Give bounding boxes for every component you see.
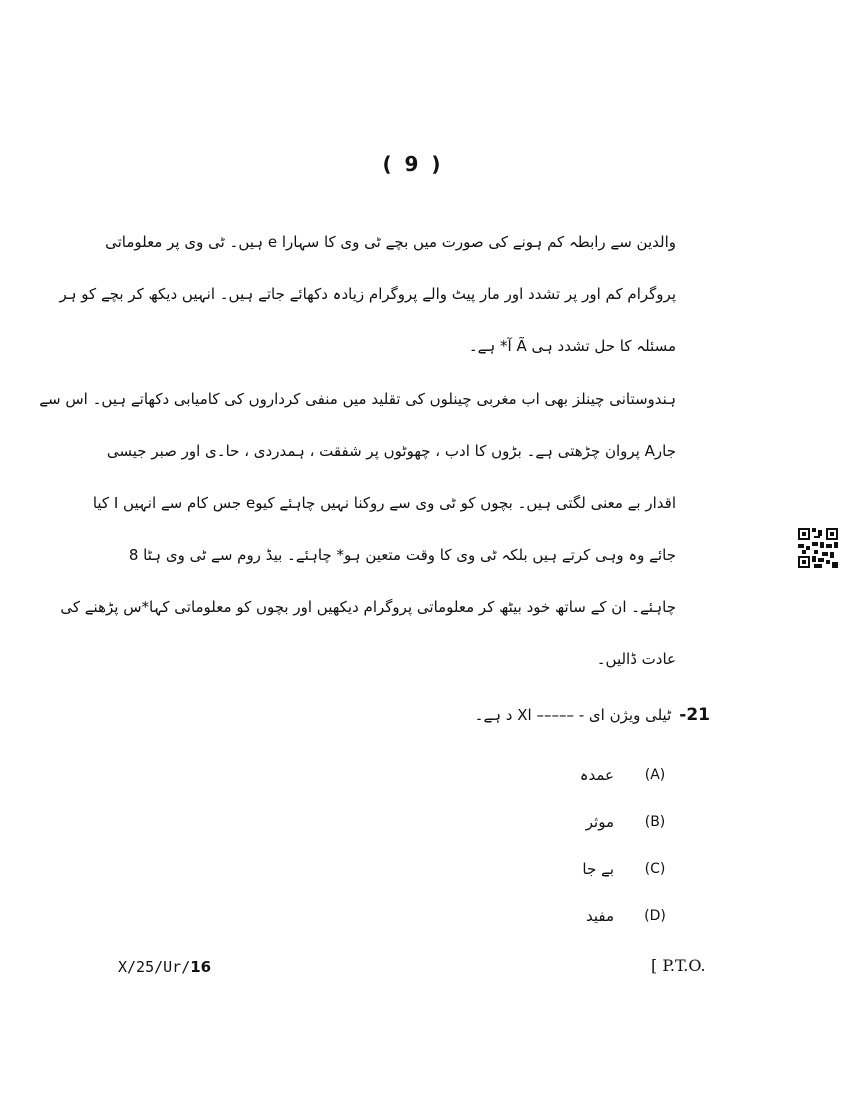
option-text: مفید [585, 907, 614, 925]
passage-line: ہندوستانی چینلز بھی اب مغربی چینلوں کی تقلید میں منفی کرداروں کی کامیابی دکھاتے ہیں۔ اس سے [39, 390, 676, 408]
question-21 [470, 697, 710, 733]
passage-paragraph-2 [39, 373, 676, 685]
passage-line: والدین سے رابطہ کم ہونے کی صورت میں بچے ٹی وی کا سہارا e ہیں۔ ٹی وی پر معلوماتی [105, 233, 676, 251]
option-letter: (C) [644, 861, 666, 877]
paper-code [118, 958, 211, 976]
option-d[interactable] [540, 896, 670, 943]
option-text: بے جا [582, 860, 614, 878]
option-letter: (A) [644, 767, 666, 783]
paper-code-page: 16 [190, 958, 212, 976]
option-b[interactable] [540, 802, 670, 849]
pto-label: [ P.T.O. [651, 956, 706, 975]
option-text: موثر [585, 813, 614, 831]
page-number: ( 9 ) [382, 152, 444, 176]
passage-line: جارA پروان چڑھتی ہے۔ بڑوں کا ادب ، چھوٹوں پر شفقت ، ہمدردی ، حا۔ی اور صبر جیسی [106, 442, 676, 460]
passage-paragraph-1 [59, 216, 676, 372]
passage-line: اقدار بے معنی لگتی ہیں۔ بچوں کو ٹی وی سے روکنا نہیں چاہئے کیوe جس کام سے انہیں I کیا [92, 494, 676, 512]
option-letter: (B) [644, 814, 666, 830]
answer-options [540, 755, 670, 943]
option-c[interactable] [540, 849, 670, 896]
passage-line: چاہئے۔ ان کے ساتھ خود بیٹھ کر معلوماتی پروگرام دیکھیں اور بچوں کو معلوماتی کہا*س پڑھنے کی [60, 598, 676, 616]
passage-line: جائے وہ وہی کرتے ہیں بلکہ ٹی وی کا وقت متعین ہو* چاہئے۔ بیڈ روم سے ٹی وی ہٹا 8 [128, 546, 676, 564]
option-text: عمدہ [579, 766, 614, 784]
passage-line: پروگرام کم اور پر تشدد اور مار پیٹ والے پروگرام زیادہ دکھائے جاتے ہیں۔ انہیں دیکھ کر بچے کو ہر [59, 285, 676, 303]
question-text: ٹیلی ویژن ای - ––––– اX د ہے۔ [474, 706, 672, 724]
option-letter: (D) [644, 908, 666, 924]
qr-code-icon [798, 528, 838, 568]
question-number: 21- [679, 705, 710, 725]
paper-code-prefix: X/25/Ur/ [118, 958, 191, 976]
passage-line: عادت ڈالیں۔ [596, 650, 676, 668]
passage-line: مسئلہ کا حل تشدد ہی Ã آ* ہے۔ [468, 337, 676, 355]
option-a[interactable] [540, 755, 670, 802]
